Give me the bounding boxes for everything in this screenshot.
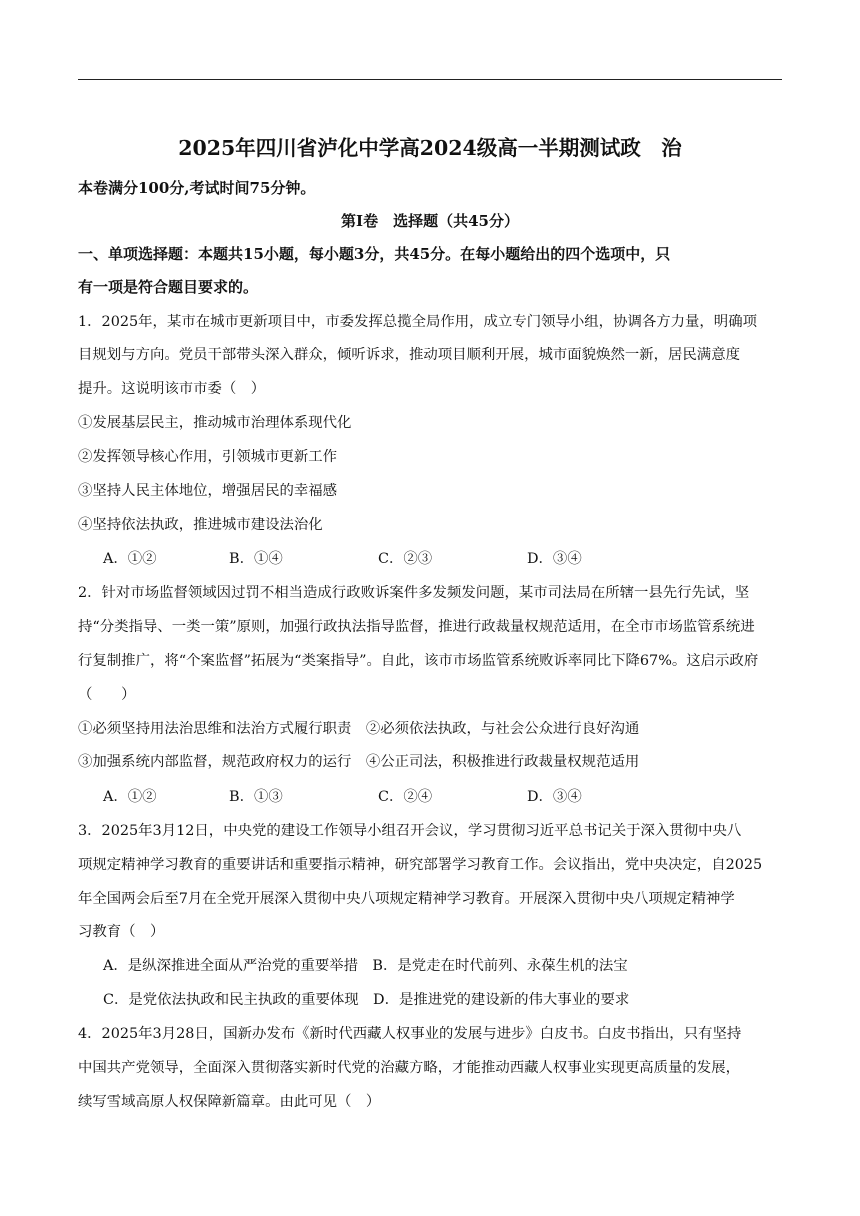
question-2-option-c: C．②④ [378, 789, 433, 805]
question-4-stem-line: 中国共产党领导，全面深入贯彻落实新时代党的治藏方略，才能推动西藏人权事业实现更高质量的发展， [78, 1060, 740, 1076]
question-1-stem-line: 提升。这说明该市市委（ ） [78, 381, 266, 397]
question-1-statement: ③坚持人民主体地位，增强居民的幸福感 [78, 483, 338, 499]
question-2-statement: ①必须坚持用法治思维和法治方式履行职责 ②必须依法执政，与社会公众进行良好沟通 [78, 721, 640, 737]
part-instruction-line: 有一项是符合题目要求的。 [78, 278, 259, 296]
question-2-option-a: A．①② [103, 789, 157, 805]
question-2-stem-line: 持“分类指导、一类一策”原则，加强行政执法指导监督，推进行政裁量权规范适用，在全市市场监管系统进 [78, 619, 755, 635]
question-2-option-b: B．①③ [229, 789, 283, 805]
question-1-option-b: B．①④ [229, 551, 283, 567]
exam-intro: 本卷满分100分,考试时间75分钟。 [78, 179, 316, 197]
question-1-statement: ②发挥领导核心作用，引领城市更新工作 [78, 449, 338, 465]
question-1-option-c: C．②③ [378, 551, 433, 567]
question-1-statement: ①发展基层民主，推动城市治理体系现代化 [78, 415, 352, 431]
question-2-statement: ③加强系统内部监督，规范政府权力的运行 ④公正司法，积极推进行政裁量权规范适用 [78, 754, 640, 770]
part-instruction-line: 一、单项选择题：本题共15小题，每小题3分，共45分。在每小题给出的四个选项中，只 [78, 245, 671, 263]
question-2-stem-line: 行复制推广，将“个案监督”拓展为“类案指导”。自此，该市市场监管系统败诉率同比下降67%。这启示政府 [78, 653, 759, 669]
question-3-options-line: A．是纵深推进全面从严治党的重要举措 B．是党走在时代前列、永葆生机的法宝 [103, 958, 628, 974]
question-1-option-d: D．③④ [527, 551, 582, 567]
question-3-options-line: C．是党依法执政和民主执政的重要体现 D．是推进党的建设新的伟大事业的要求 [103, 992, 630, 1008]
question-1-option-a: A．①② [103, 551, 157, 567]
question-2-option-d: D．③④ [527, 789, 582, 805]
question-1-statement: ④坚持依法执政，推进城市建设法治化 [78, 517, 323, 533]
question-3-stem-line: 项规定精神学习教育的重要讲话和重要指示精神，研究部署学习教育工作。会议指出，党中央决定，自2025 [78, 857, 763, 873]
question-2-stem-line: 2．针对市场监督领域因过罚不相当造成行政败诉案件多发频发问题，某市司法局在所辖一县先行先试，坚 [78, 585, 750, 601]
question-4-stem-line: 续写雪域高原人权保障新篇章。由此可见（ ） [78, 1094, 381, 1110]
question-3-stem-line: 习教育（ ） [78, 924, 165, 940]
question-1-stem-line: 1．2025年，某市在城市更新项目中，市委发挥总揽全局作用，成立专门领导小组，协调各方力量，明确项 [78, 314, 757, 330]
section-heading: 第Ⅰ卷 选择题（共45分） [341, 212, 519, 230]
question-4-stem-line: 4．2025年3月28日，国新办发布《新时代西藏人权事业的发展与进步》白皮书。白皮书指出，只有坚持 [78, 1026, 742, 1042]
question-3-stem-line: 年全国两会后至7月在全党开展深入贯彻中央八项规定精神学习教育。开展深入贯彻中央八项规定精神学 [78, 891, 735, 907]
question-1-stem-line: 目规划与方向。党员干部带头深入群众，倾听诉求，推动项目顺利开展，城市面貌焕然一新，居民满意度 [78, 347, 740, 363]
exam-title: 2025年四川省泸化中学高2024级高一半期测试政 治 [178, 136, 682, 160]
question-3-stem-line: 3．2025年3月12日，中央党的建设工作领导小组召开会议，学习贯彻习近平总书记关于深入贯彻中央八 [78, 823, 742, 839]
question-2-stem-line: （ ） [78, 687, 136, 703]
header-rule [78, 79, 782, 80]
